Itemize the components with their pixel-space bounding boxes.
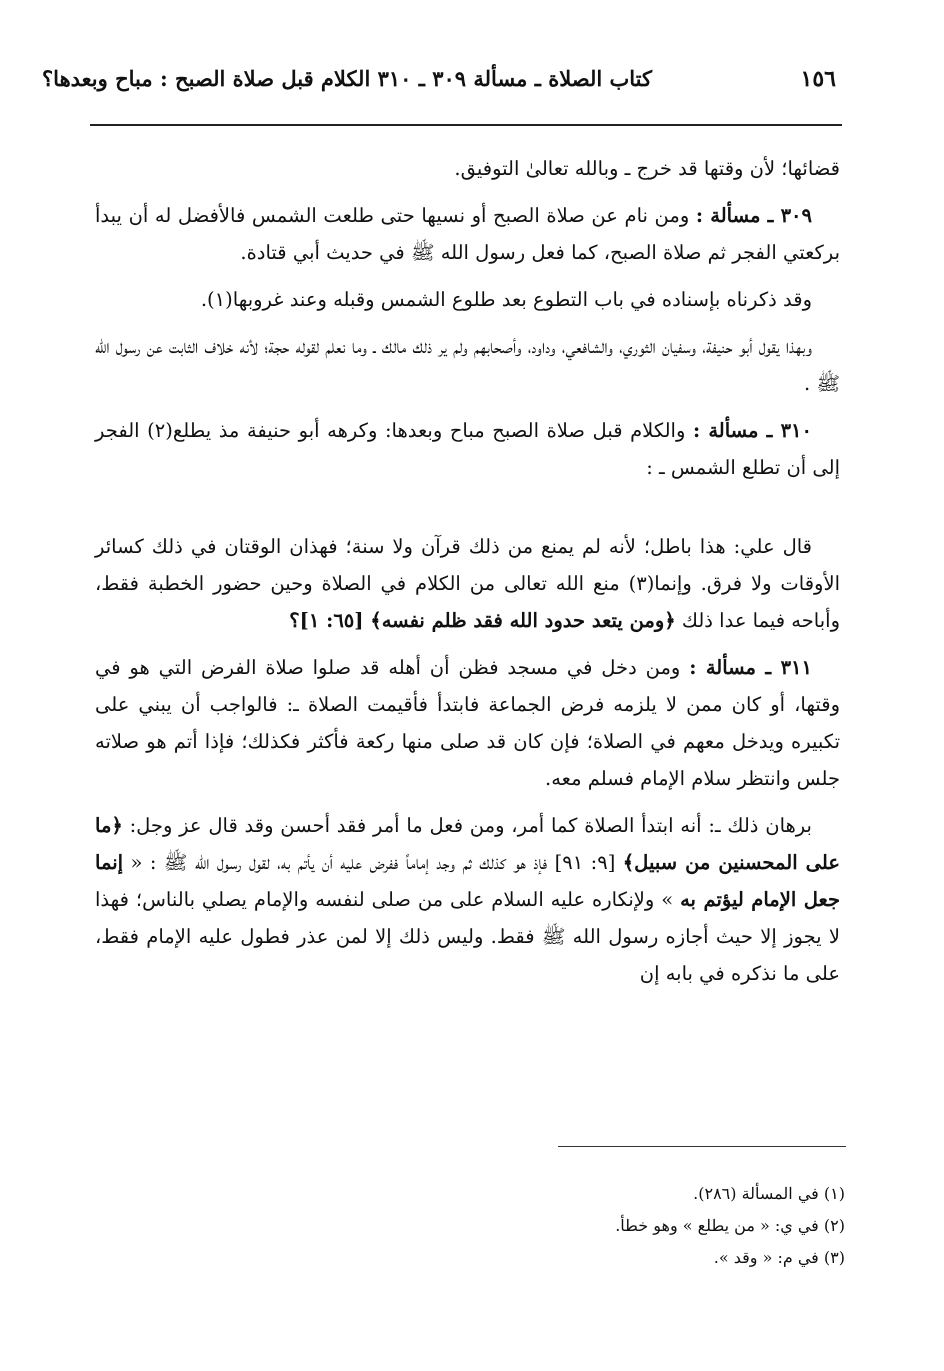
issue-310 — [95, 412, 840, 486]
footnotes — [95, 1178, 845, 1274]
paragraph-text: قال علي: هذا باطل؛ لأنه لم يمنع من ذلك قرآن ولا سنة؛ فهذان الوقتان في ذلك كسائر الأوقات ولا فرق. وإنما(٣) منع الله تعالى من الكلام في الصلاة وحين حضور الخطبة فقط، وأباحه فيما عدا ذلك — [95, 535, 840, 632]
paragraph-text: وقد ذكرناه بإسناده في باب التطوع بعد طلوع الشمس وقبله وعند غروبها(١). — [200, 288, 812, 311]
paragraph-proof — [95, 807, 840, 992]
issue-number-311: ٣١١ ـ مسألة : — [689, 656, 812, 679]
footnote-2: (٢) في ي: « من يطلع » وهو خطأ. — [615, 1216, 845, 1235]
header-rule — [90, 124, 842, 126]
paragraph-text: [٩: ٩١] فإذ هو كذلك ثم وجد إماماً ففرض عليه أن يأتم به، لقول رسول الله ﷺ : « — [123, 851, 623, 874]
issue-text-309: ومن نام عن صلاة الصبح أو نسيها حتى طلعت الشمس فالأفضل له أن يبدأ بركعتي الفجر ثم صلاة الصبح، كما فعل رسول الله ﷺ في حديث أبي قتادة. — [95, 204, 840, 264]
issue-309 — [95, 197, 840, 271]
footnote-rule — [558, 1146, 846, 1147]
issue-text-310: والكلام قبل صلاة الصبح مباح وبعدها: وكرهه أبو حنيفة مذ يطلع(٢) الفجر إلى أن تطلع الشمس ـ : — [95, 419, 840, 479]
issue-text-311: ومن دخل في مسجد فظن أن أهله قد صلوا صلاة الفرض التي هو في وقتها، أو كان ممن لا يلزمه فرض الجماعة فابتدأ فأقيمت الصلاة ـ: فالواجب أن يبني على تكبيره ويدخل معهم في الصلاة؛ فإن كان قد صلى منها ركعة فأكثر فكذلك؛ فإذا أتم هو صلاته جلس وانتظر سلام الإمام فسلم معه. — [95, 656, 840, 790]
issue-311 — [95, 649, 840, 797]
paragraph-opinions — [95, 328, 840, 402]
footnote-3: (٣) في م: « وقد ». — [713, 1248, 845, 1267]
issue-number-310: ٣١٠ ـ مسألة : — [692, 419, 812, 442]
paragraph-text: برهان ذلك ـ: أنه ابتدأ الصلاة كما أمر، ومن فعل ما أمر فقد أحسن وقد قال عز وجل: — [122, 814, 812, 837]
issue-number-309: ٣٠٩ ـ مسألة : — [695, 204, 812, 227]
paragraph-text: » ولإنكاره عليه السلام على من صلى لنفسه والإمام يصلي بالناس؛ فهذا لا يجوز إلا حيث أجازه رسول الله ﷺ فقط. وليس ذلك إلا لمن عذر فطول عليه الإمام فقط، على ما نذكره في بابه إن — [95, 888, 840, 985]
quran-quote: ﴿ما على المحسنين من سبيل﴾ — [95, 814, 841, 874]
paragraph-ali — [95, 528, 840, 639]
page-number: ١٥٦ — [800, 66, 836, 92]
footnote-1: (١) في المسألة (٢٨٦). — [693, 1184, 845, 1203]
main-text — [95, 150, 840, 1002]
paragraph-continuation — [95, 150, 840, 187]
paragraph-reference — [95, 281, 840, 318]
page-header — [42, 62, 842, 108]
paragraph-text: قضائها؛ لأن وقتها قد خرج ـ وبالله تعالىٰ التوفيق. — [454, 157, 840, 180]
running-title: كتاب الصلاة ـ مسألة ٣٠٩ ـ ٣١٠ الكلام قبل صلاة الصبح : مباح وبعدها؟ — [42, 66, 652, 91]
paragraph-text: وبهذا يقول أبو حنيفة، وسفيان الثوري، والشافعي، وداود، وأصحابهم ولم ير ذلك مالك ـ وما نعلم لقوله حجة؛ لأنه خلاف الثابت عن رسول الله ﷺ . — [95, 335, 840, 395]
quran-quote: ﴿ومن يتعد حدود الله فقد ظلم نفسه﴾ [٦٥: ١]؟ — [289, 609, 676, 632]
hadith-quote: إنما جعل الإمام ليؤتم به — [95, 851, 840, 911]
